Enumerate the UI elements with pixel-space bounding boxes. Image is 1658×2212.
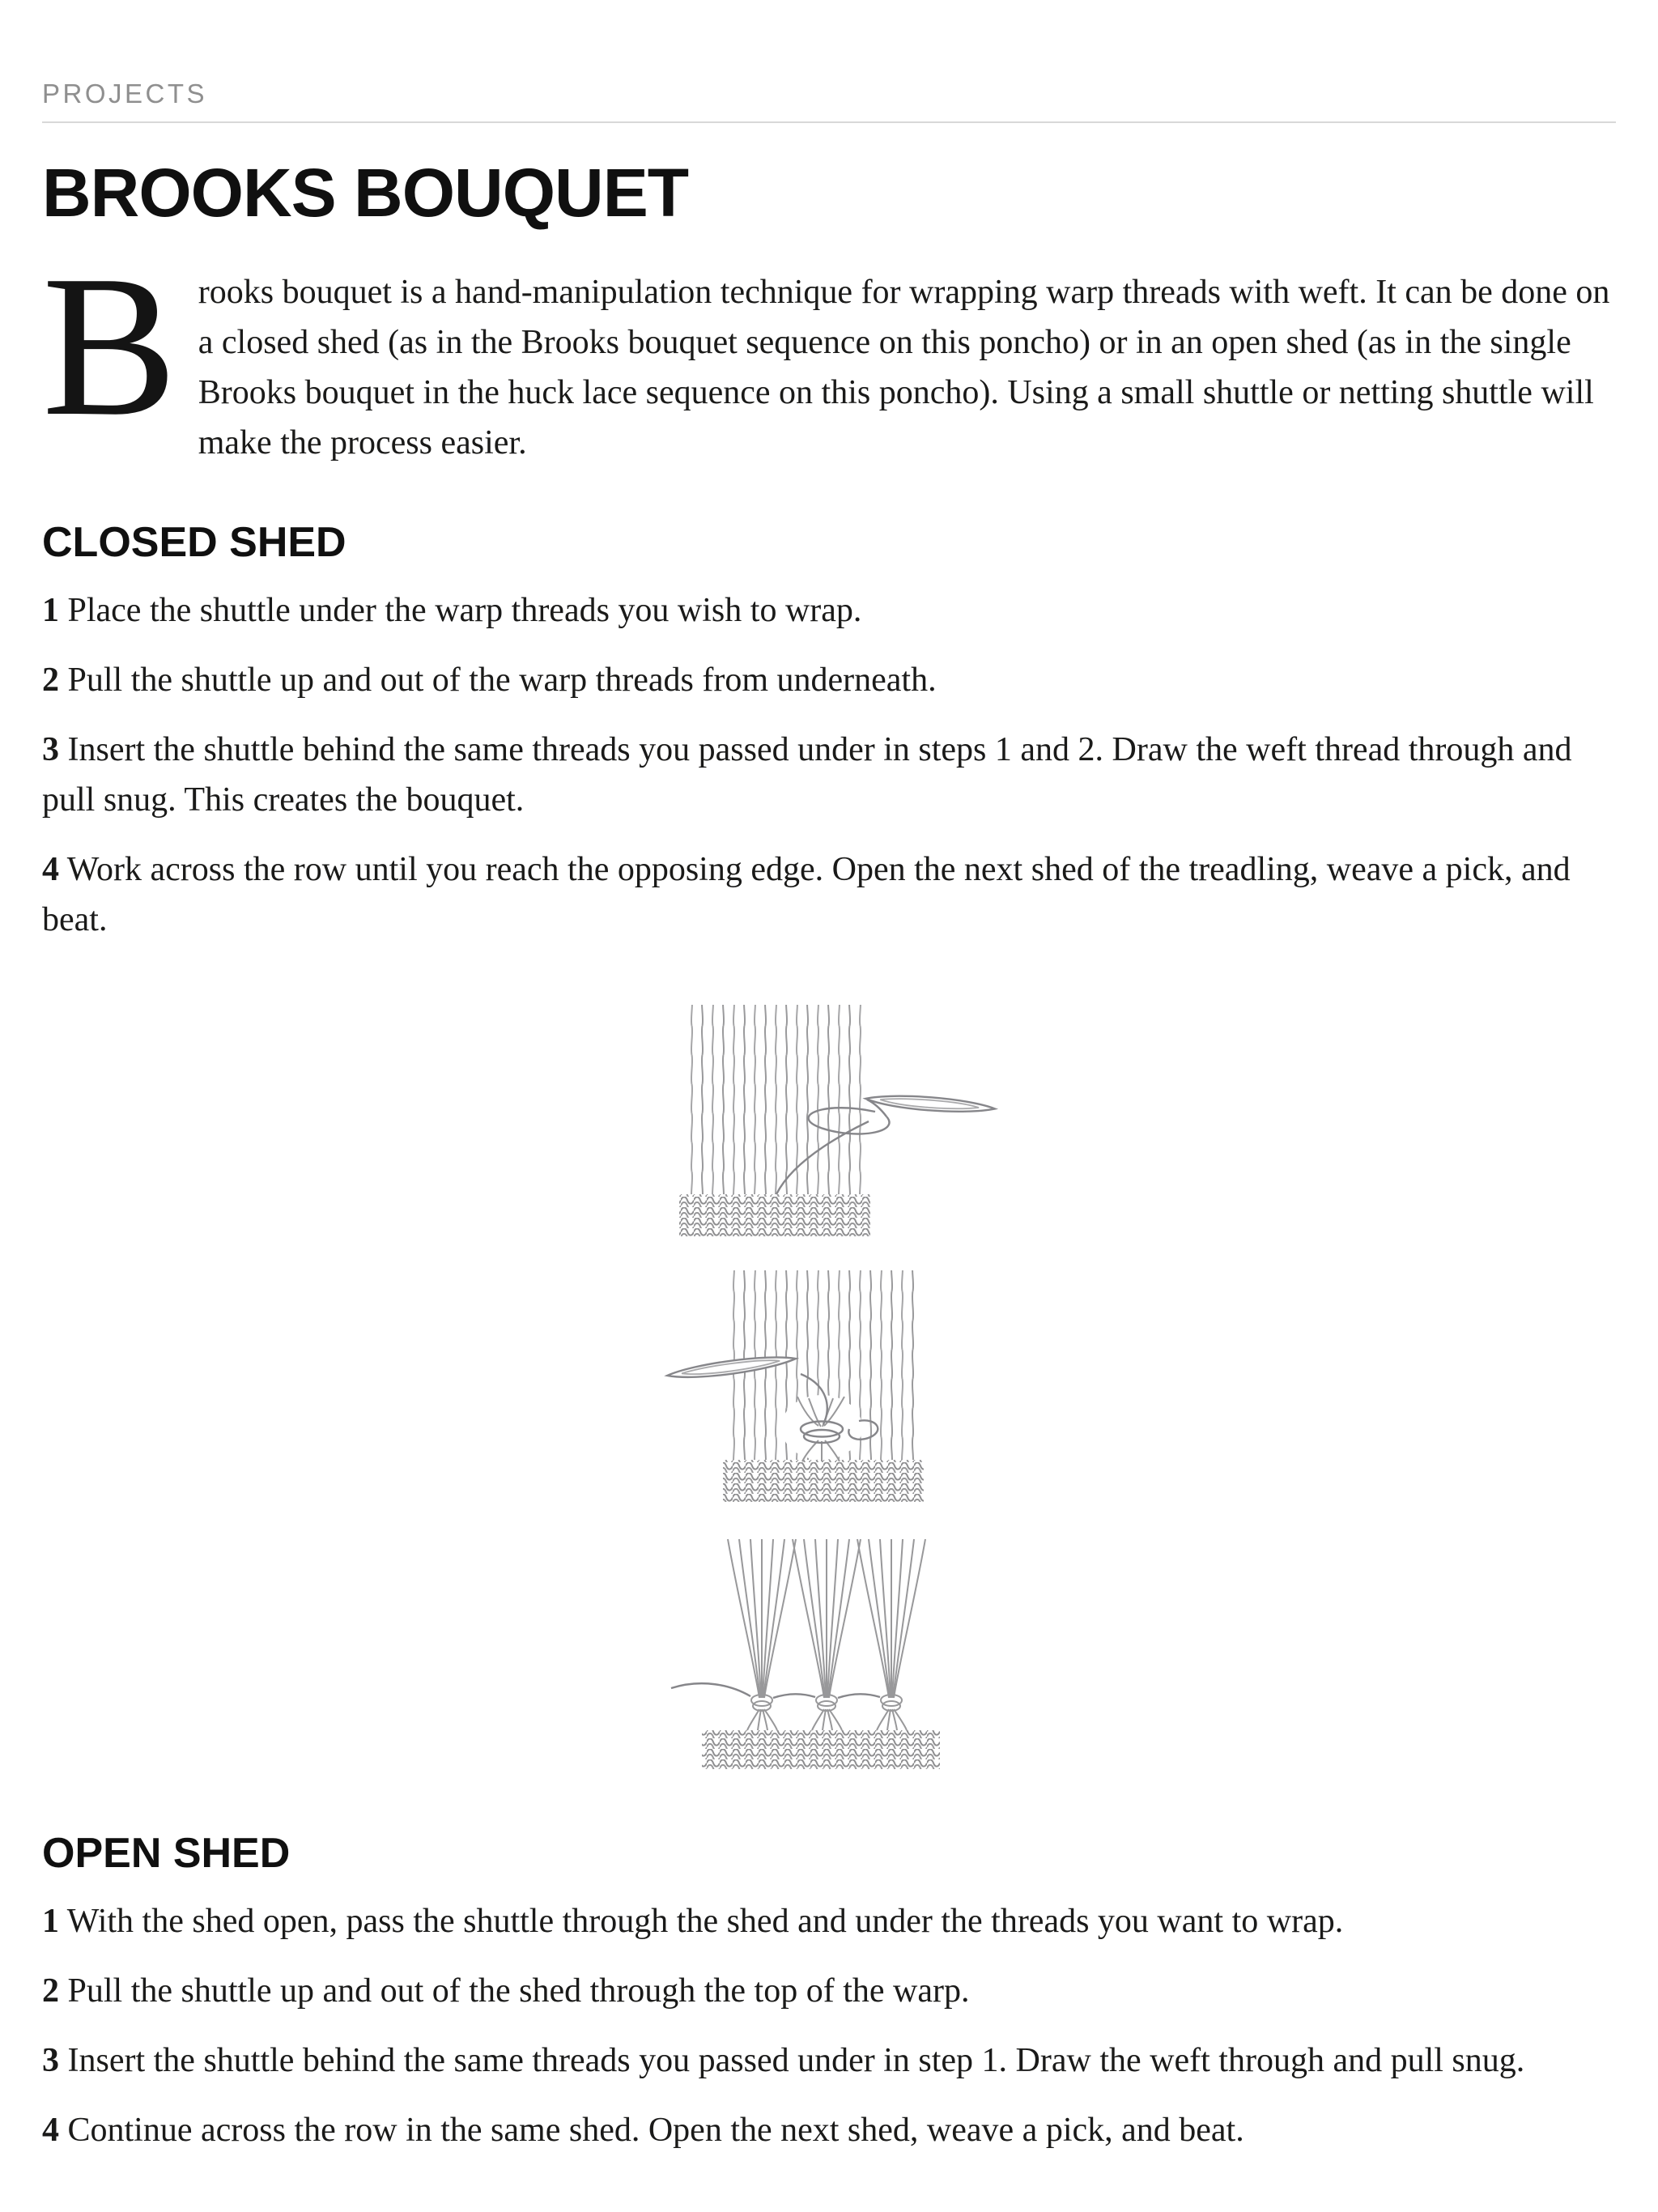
figure-shuttle-wrapping-bouquet (655, 1262, 1003, 1513)
warp-threads (689, 1005, 862, 1194)
header-divider (42, 121, 1616, 123)
step-number: 1 (42, 1903, 59, 1941)
page-title: BROOKS BOUQUET (42, 154, 689, 231)
figure-finished-bouquets (655, 1528, 1003, 1779)
step-text: Continue across the row in the same shed. Open the next shed, weave a pick, and beat. (67, 2112, 1244, 2150)
woven-band (723, 1460, 924, 1502)
open-shed-step-3 (42, 2035, 1616, 2086)
step-text: Place the shuttle under the warp threads you wish to wrap. (67, 591, 862, 629)
step-number: 4 (42, 2112, 59, 2150)
step-number: 1 (42, 591, 59, 629)
step-number: 2 (42, 661, 59, 699)
shuttle-under-warp-illustration (655, 997, 1003, 1248)
step-text: With the shed open, pass the shuttle through the shed and under the threads you want to wrap. (66, 1903, 1344, 1941)
closed-shed-heading: CLOSED SHED (42, 518, 346, 566)
woven-band (679, 1194, 870, 1236)
bouquet-bundles (728, 1539, 925, 1730)
open-shed-heading: OPEN SHED (42, 1829, 291, 1877)
intro-paragraph (42, 233, 1616, 468)
step-text: Pull the shuttle up and out of the shed through the top of the warp. (67, 1972, 970, 2010)
open-shed-step-4 (42, 2105, 1616, 2155)
closed-shed-step-3 (42, 725, 1616, 825)
weft-thread (671, 1683, 880, 1698)
step-text: Insert the shuttle behind the same threads you passed under in step 1. Draw the weft through and pull snug. (67, 2042, 1525, 2080)
shuttle-wrapping-bouquet-illustration (655, 1262, 1003, 1513)
step-text: Insert the shuttle behind the same threads you passed under in steps 1 and 2. Draw the weft thread through and pull snug. This creates the bouquet. (42, 730, 1572, 819)
drop-cap: B (42, 233, 177, 458)
woven-band (702, 1730, 940, 1769)
closed-shed-step-4 (42, 844, 1616, 945)
step-number: 2 (42, 1972, 59, 2010)
illustration-stack (42, 997, 1616, 1779)
step-number: 3 (42, 2042, 59, 2080)
intro-text: rooks bouquet is a hand-manipulation technique for wrapping warp threads with weft. It can be done on a closed shed (as in the Brooks bouquet sequence on this poncho) or in an open shed (as in the single Brooks bouquet in the huck lace sequence on this poncho). Using a small shuttle or netting shuttle will make the process easier. (198, 273, 1610, 462)
closed-shed-step-2 (42, 655, 1616, 705)
step-text: Pull the shuttle up and out of the warp threads from underneath. (67, 661, 937, 699)
open-shed-step-1 (42, 1896, 1616, 1946)
closed-shed-step-1 (42, 585, 1616, 636)
figure-shuttle-under-warp (655, 997, 1003, 1248)
row-of-finished-bouquets-illustration (655, 1528, 1003, 1779)
kicker: PROJECTS (42, 79, 208, 108)
step-number: 4 (42, 850, 59, 888)
page-header (42, 78, 1616, 123)
step-number: 3 (42, 730, 59, 768)
open-shed-step-2 (42, 1966, 1616, 2016)
step-text: Work across the row until you reach the opposing edge. Open the next shed of the treadling, weave a pick, and beat. (42, 850, 1571, 938)
